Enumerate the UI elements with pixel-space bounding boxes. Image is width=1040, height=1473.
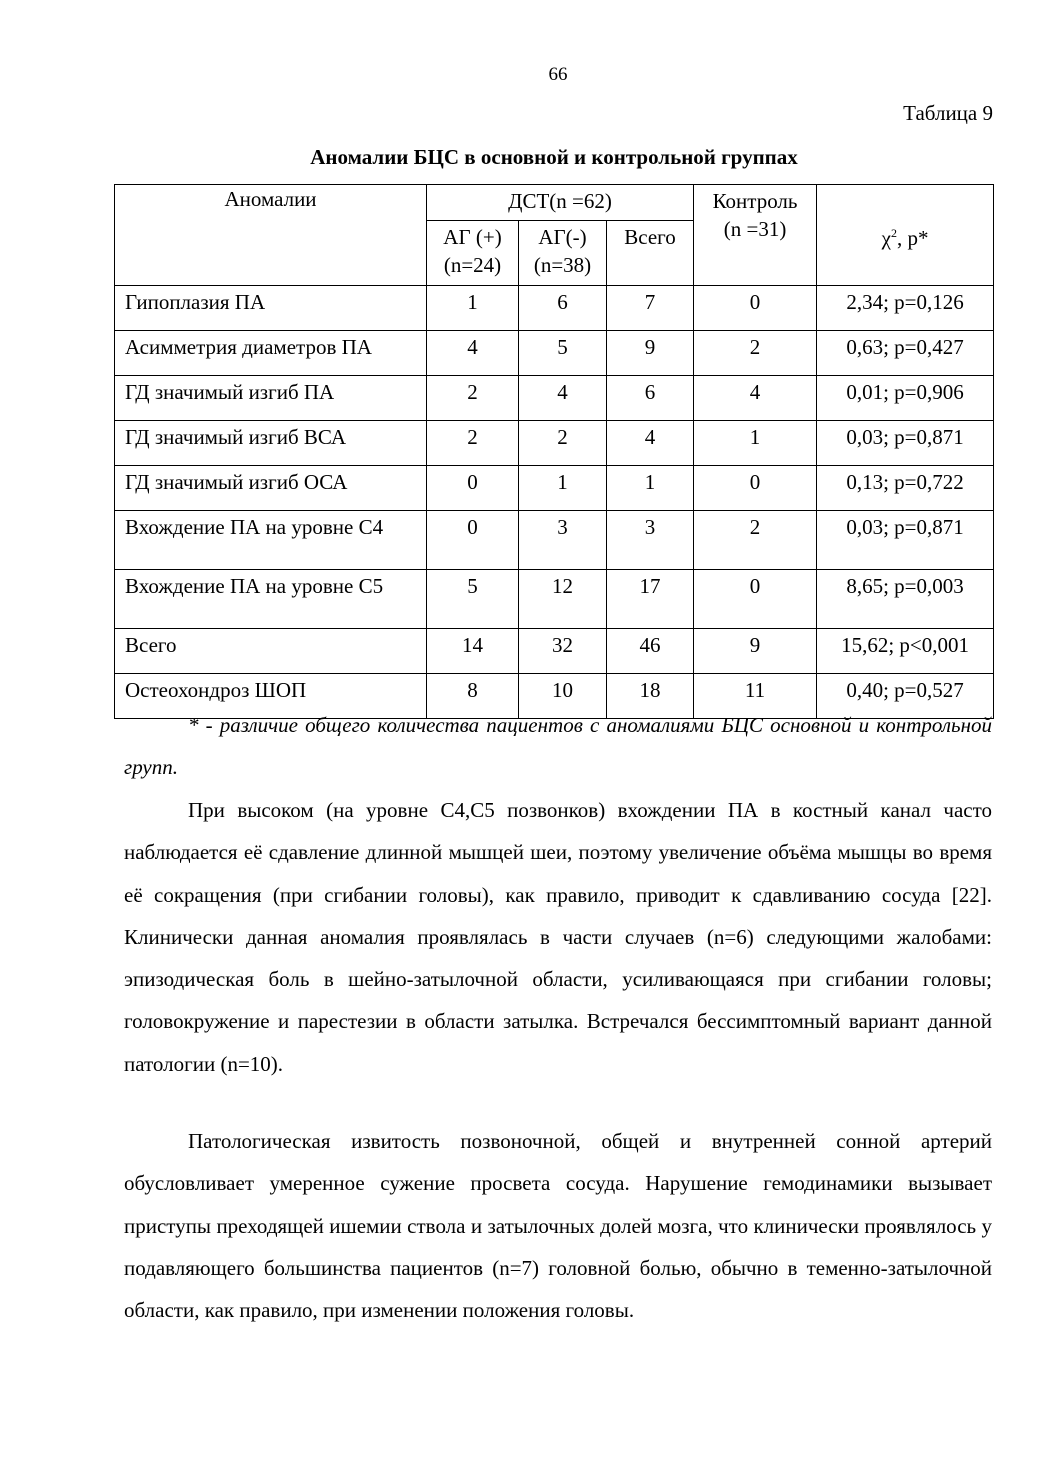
header-ag-plus	[427, 221, 519, 286]
row-ag-plus: 5	[427, 570, 519, 629]
anomalies-table	[114, 184, 994, 719]
header-anomalies	[115, 185, 427, 286]
row-control: 11	[694, 674, 817, 719]
table-row	[115, 629, 994, 674]
row-name: Асимметрия диаметров ПА	[115, 331, 427, 376]
row-chi: 0,63; p=0,427	[817, 331, 994, 376]
table-row	[115, 570, 994, 629]
row-control: 0	[694, 466, 817, 511]
row-total: 4	[607, 421, 694, 466]
row-chi: 0,03; p=0,871	[817, 511, 994, 570]
row-control: 2	[694, 331, 817, 376]
row-name: Гипоплазия ПА	[115, 286, 427, 331]
table-footnote: * - различие общего количества пациентов с аномалиями БЦС основной и контрольной групп.	[124, 713, 992, 779]
row-control: 9	[694, 629, 817, 674]
header-total	[607, 221, 694, 286]
row-control: 1	[694, 421, 817, 466]
row-name: ГД значимый изгиб ПА	[115, 376, 427, 421]
row-name: Всего	[115, 629, 427, 674]
row-ag-plus: 0	[427, 511, 519, 570]
row-control: 0	[694, 286, 817, 331]
row-ag-plus: 1	[427, 286, 519, 331]
row-ag-minus: 2	[519, 421, 607, 466]
header-ag-minus-line2: (n=38)	[533, 253, 592, 277]
row-ag-minus: 3	[519, 511, 607, 570]
chi-rest: , p*	[896, 225, 929, 250]
row-ag-plus: 0	[427, 466, 519, 511]
row-ag-minus: 12	[519, 570, 607, 629]
chi-superscript: 2	[890, 225, 897, 240]
row-chi: 0,40; p=0,527	[817, 674, 994, 719]
row-total: 9	[607, 331, 694, 376]
table-row	[115, 466, 994, 511]
header-control	[694, 185, 817, 286]
row-chi: 2,34; p=0,126	[817, 286, 994, 331]
page-number: 66	[548, 64, 568, 85]
header-control-line1: Контроль	[712, 189, 798, 213]
row-chi: 15,62; p<0,001	[817, 629, 994, 674]
header-total-text: Всего	[624, 225, 676, 249]
table-title: Аномалии БЦС в основной и контрольной группах	[310, 145, 798, 169]
row-chi: 0,01; p=0,906	[817, 376, 994, 421]
row-ag-plus: 4	[427, 331, 519, 376]
header-anomalies-text: Аномалии	[224, 187, 317, 211]
row-ag-minus: 1	[519, 466, 607, 511]
table-row	[115, 376, 994, 421]
row-total: 46	[607, 629, 694, 674]
row-ag-minus: 32	[519, 629, 607, 674]
table-row	[115, 331, 994, 376]
row-ag-plus: 2	[427, 421, 519, 466]
table-label: Таблица 9	[903, 101, 993, 125]
row-name: ГД значимый изгиб ВСА	[115, 421, 427, 466]
table-row	[115, 286, 994, 331]
row-total: 18	[607, 674, 694, 719]
header-ag-minus-line1: АГ(-)	[538, 225, 587, 249]
row-total: 17	[607, 570, 694, 629]
row-control: 0	[694, 570, 817, 629]
row-ag-minus: 6	[519, 286, 607, 331]
row-name: Вхождение ПА на уровне С5	[115, 570, 427, 629]
header-ag-minus	[519, 221, 607, 286]
row-chi: 0,03; p=0,871	[817, 421, 994, 466]
row-ag-plus: 2	[427, 376, 519, 421]
row-ag-minus: 4	[519, 376, 607, 421]
table-row	[115, 511, 994, 570]
row-total: 6	[607, 376, 694, 421]
row-total: 7	[607, 286, 694, 331]
row-name: ГД значимый изгиб ОСА	[115, 466, 427, 511]
table-header-row-1	[115, 185, 994, 221]
header-ag-plus-line1: АГ (+)	[443, 225, 502, 249]
row-name: Вхождение ПА на уровне С4	[115, 511, 427, 570]
row-control: 2	[694, 511, 817, 570]
header-dst	[427, 185, 694, 221]
header-ag-plus-line2: (n=24)	[443, 253, 502, 277]
table-row	[115, 421, 994, 466]
header-control-line2: (n =31)	[723, 217, 787, 241]
row-control: 4	[694, 376, 817, 421]
header-dst-text: ДСТ(n =62)	[508, 189, 612, 213]
row-ag-minus: 10	[519, 674, 607, 719]
header-chi	[817, 185, 994, 286]
row-ag-plus: 8	[427, 674, 519, 719]
row-chi: 0,13; p=0,722	[817, 466, 994, 511]
paragraph-1: При высоком (на уровне С4,С5 позвонков) вхождении ПА в костный канал часто наблюдается её сдавление длинной мышцей шеи, поэтому увеличение объёма мышцы во время её сокращения (при сгибании головы), как правило, приводит к сдавливанию сосуда [22]. Клинически данная аномалия проявлялась в части случаев (n=6) следующими жалобами: эпизодическая боль в шейно-затылочной области, усиливающаяся при сгибании головы; головокружение и парестезии в области затылка. Встречался бессимптомный вариант данной патологии (n=10).	[124, 798, 992, 1076]
chi-symbol: χ	[881, 225, 891, 250]
row-chi: 8,65; p=0,003	[817, 570, 994, 629]
row-ag-plus: 14	[427, 629, 519, 674]
paragraph-2: Патологическая извитость позвоночной, общей и внутренней сонной артерий обусловливает умеренное сужение просвета сосуда. Нарушение гемодинамики вызывает приступы преходящей ишемии ствола и затылочных долей мозга, что клинически проявлялось у подавляющего большинства пациентов (n=7) головной болью, обычно в теменно-затылочной области, как правило, при изменении положения головы.	[124, 1129, 992, 1323]
row-ag-minus: 5	[519, 331, 607, 376]
row-total: 3	[607, 511, 694, 570]
row-total: 1	[607, 466, 694, 511]
row-name: Остеохондроз ШОП	[115, 674, 427, 719]
